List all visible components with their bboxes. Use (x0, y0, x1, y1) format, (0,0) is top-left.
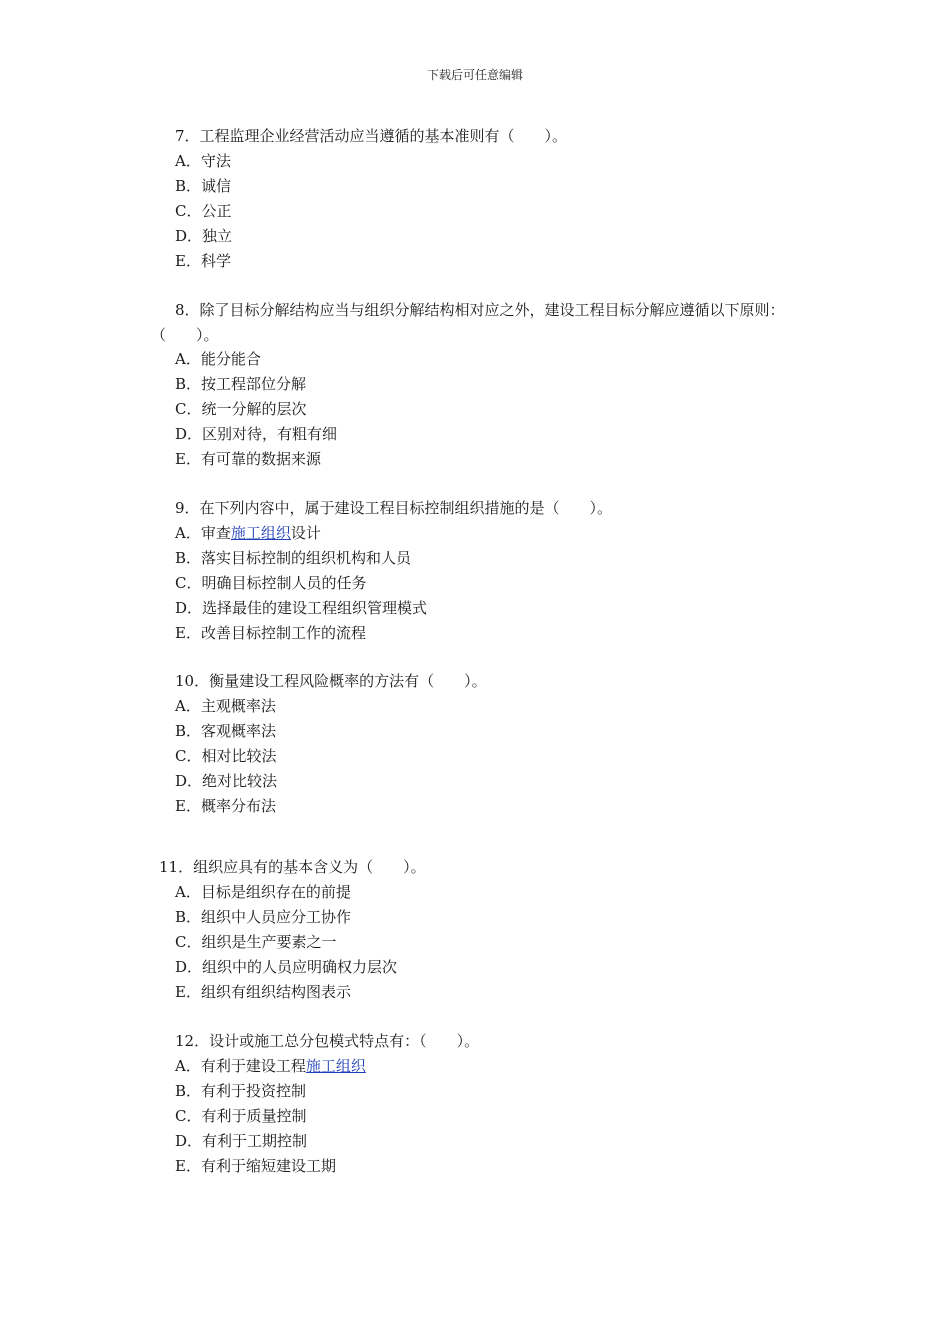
question-8-title: 8．除了目标分解结构应当与组织分解结构相对应之外，建设工程目标分解应遵循以下原则： (175, 301, 785, 319)
question-12-option-b: B．有利于投资控制 (175, 1082, 307, 1100)
question-11-option-b: B．组织中人员应分工协作 (175, 908, 352, 926)
question-12-title: 12．设计或施工总分包模式特点有：（ ）。 (175, 1032, 480, 1050)
option-text-prefix: A．审查 (175, 524, 231, 542)
option-text-prefix: A．有利于建设工程 (175, 1057, 306, 1075)
question-8-option-a: A．能分能合 (175, 350, 261, 368)
question-11-option-c: C．组织是生产要素之一 (175, 933, 337, 951)
option-text-suffix: 设计 (290, 524, 321, 542)
question-7-option-d: D．独立 (175, 227, 233, 245)
question-11-option-a: A．目标是组织存在的前提 (175, 883, 351, 901)
question-7-option-e: E．科学 (175, 252, 231, 270)
construction-organization-link[interactable]: 施工组织 (230, 524, 291, 542)
question-10-option-e: E．概率分布法 (175, 797, 276, 815)
question-9-option-c: C．明确目标控制人员的任务 (175, 574, 367, 592)
question-8-title-continued: （ ）。 (151, 326, 219, 344)
question-9-option-b: B．落实目标控制的组织机构和人员 (175, 549, 412, 567)
question-12-option-a (175, 1056, 366, 1076)
question-11-option-d: D．组织中的人员应明确权力层次 (175, 958, 398, 976)
question-9-option-a (175, 523, 321, 543)
question-12-option-c: C．有利于质量控制 (175, 1107, 307, 1125)
page-header: 下载后可任意编辑 (426, 68, 523, 82)
question-8-option-c: C．统一分解的层次 (175, 400, 307, 418)
question-11-title: 11．组织应具有的基本含义为（ ）。 (159, 858, 426, 876)
question-9-option-d: D．选择最佳的建设工程组织管理模式 (175, 599, 428, 617)
question-10-option-b: B．客观概率法 (175, 722, 277, 740)
question-7-option-a: A．守法 (175, 152, 231, 170)
question-10-option-d: D．绝对比较法 (175, 772, 278, 790)
question-12-option-e: E．有利于缩短建设工期 (175, 1157, 336, 1175)
question-7-option-b: B．诚信 (175, 177, 232, 195)
question-9-title: 9．在下列内容中，属于建设工程目标控制组织措施的是（ ）。 (175, 499, 613, 517)
question-8-option-d: D．区别对待，有粗有细 (175, 425, 338, 443)
question-12-option-d: D．有利于工期控制 (175, 1132, 308, 1150)
question-10-title: 10．衡量建设工程风险概率的方法有（ ）。 (175, 672, 487, 690)
construction-organization-link[interactable]: 施工组织 (305, 1057, 366, 1075)
question-7-option-c: C．公正 (175, 202, 232, 220)
question-8-option-e: E．有可靠的数据来源 (175, 450, 321, 468)
question-11-option-e: E．组织有组织结构图表示 (175, 983, 351, 1001)
question-9-option-e: E．改善目标控制工作的流程 (175, 624, 366, 642)
question-10-option-a: A．主观概率法 (175, 697, 276, 715)
question-7-title: 7．工程监理企业经营活动应当遵循的基本准则有（ ）。 (175, 127, 568, 145)
question-10-option-c: C．相对比较法 (175, 747, 277, 765)
question-8-option-b: B．按工程部位分解 (175, 375, 307, 393)
